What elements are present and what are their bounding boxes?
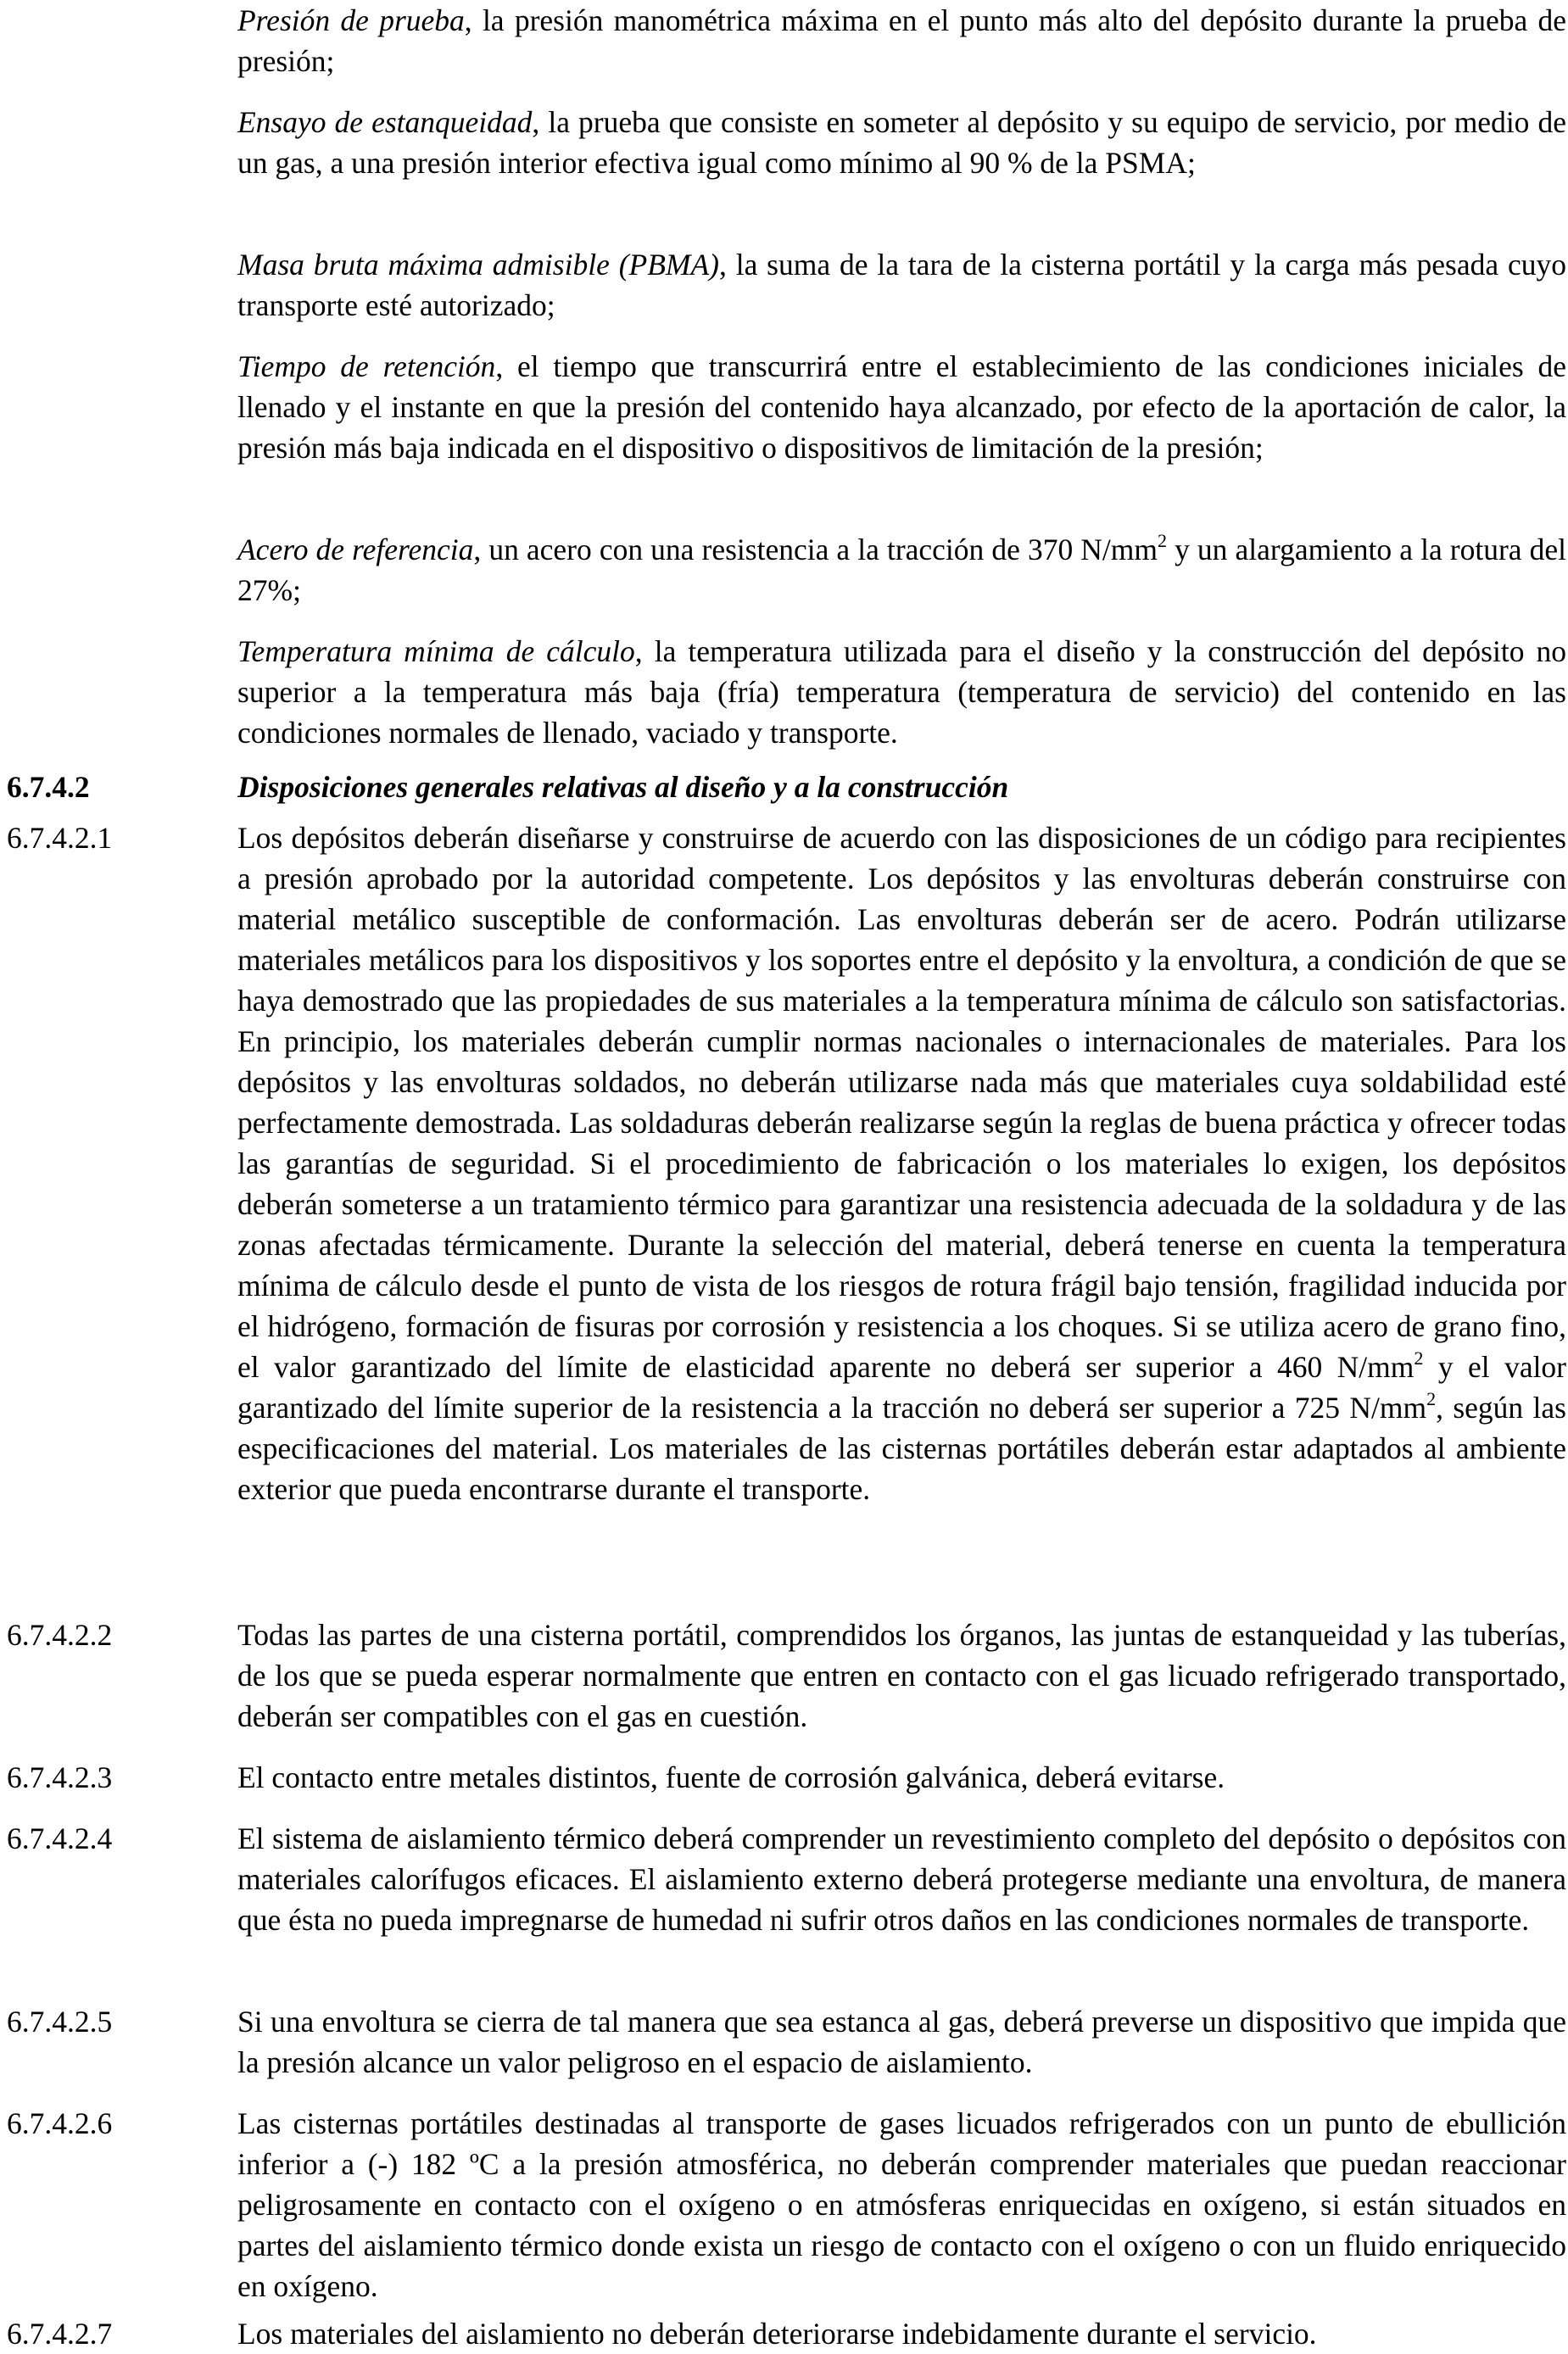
definition-term: Presión de prueba <box>237 3 465 37</box>
paragraph-number: 6.7.4.2.7 <box>7 2317 113 2351</box>
definition-text: , la prueba que consiste en someter al depósito y su equipo de servicio, por medio de un gas, a una presión interior efectiva igual como mínimo al 90 % de la PSMA; <box>237 105 1566 180</box>
paragraph-number: 6.7.4.2.1 <box>7 821 113 855</box>
paragraph-text: Todas las partes de una cisterna portátil, comprendidos los órganos, las juntas de estanqueidad y las tuberías, de los que se pueda esperar normalmente que entren en contacto con el gas licuado refrigerado transportado, deberán ser compatibles con el gas en cuestión. <box>237 1618 1566 1733</box>
paragraph-text: El sistema de aislamiento térmico deberá comprender un revestimiento completo del depósito o depósitos con materiales calorífugos eficaces. El aislamiento externo deberá protegerse mediante una envoltura, de manera que ésta no pueda impregnarse de humedad ni sufrir otros daños en las condiciones normales de transporte. <box>237 1821 1566 1937</box>
definition-text: y un alargamiento a la rotura del 27%; <box>237 533 1567 607</box>
definition-text: , un acero con una resistencia a la tracción de 370 N/mm <box>473 533 1158 566</box>
paragraph-number: 6.7.4.2.6 <box>7 2106 113 2140</box>
paragraph-text: Si una envoltura se cierra de tal manera que sea estanca al gas, deberá preverse un dispositivo que impida que la presión alcance un valor peligroso en el espacio de aislamiento. <box>237 2005 1566 2079</box>
definition-term: Tiempo de retención <box>237 349 496 383</box>
section-number: 6.7.4.2 <box>7 770 90 804</box>
paragraph-number: 6.7.4.2.3 <box>7 1760 113 1794</box>
definition-term: Acero de referencia <box>237 533 474 566</box>
definition-max-gross-mass <box>237 244 1568 326</box>
definition-reference-steel <box>237 529 1568 611</box>
definition-term: Ensayo de estanqueidad <box>237 105 533 139</box>
paragraph-number: 6.7.4.2.2 <box>7 1618 113 1652</box>
section-title: Disposiciones generales relativas al diseño y a la construcción <box>237 770 1009 804</box>
definition-text: , la presión manométrica máxima en el punto más alto del depósito durante la prueba de presión; <box>237 3 1566 78</box>
paragraph-text: Los depósitos deberán diseñarse y construirse de acuerdo con las disposiciones de un código para recipientes a presión aprobado por la autoridad competente. Los depósitos y las envolturas deberán construirse con material metálico susceptible de conformación. Las envolturas deberán ser de acero. Podrán utilizarse materiales metálicos para los dispositivos y los soportes entre el depósito y la envoltura, a condición de que se haya demostrado que las propiedades de sus materiales a la temperatura mínima de cálculo son satisfactorias. En principio, los materiales deberán cumplir normas nacionales o internacionales de materiales. Para los depósitos y las envolturas soldados, no deberán utilizarse nada más que materiales cuya soldabilidad esté perfectamente demostrada. Las soldaduras deberán realizarse según la reglas de buena práctica y ofrecer todas las garantías de seguridad. Si el procedimiento de fabricación o los materiales lo exigen, los depósitos deberán someterse a un tratamiento térmico para garantizar una resistencia adecuada de la soldadura y de las zonas afectadas térmicamente. Durante la selección del material, deberá tenerse en cuenta la temperatura mínima de cálculo desde el punto de vista de los riesgos de rotura frágil bajo tensión, fragilidad inducida por el hidrógeno, formación de fisuras por corrosión y resistencia a los choques. Si se utiliza acero de grano fino, el valor garantizado del límite de elasticidad aparente no deberá ser superior a 460 $N/mm^2$ y el valor garantizado del límite superior de la resistencia a la tracción no deberá ser superior a 725 $N/mm^2$, según las especificaciones del material. Los materiales de las cisternas portátiles deberán estar adaptados al ambiente exterior que pueda encontrarse durante el transporte. <box>237 821 1567 1506</box>
definition-leakproofness-test <box>237 102 1568 183</box>
definition-test-pressure <box>237 0 1568 81</box>
definition-text: , el tiempo que transcurrirá entre el establecimiento de las condiciones iniciales de llenado y el instante en que la presión del contenido haya alcanzado, por efecto de la aportación de calor, la presión más baja indicada en el dispositivo o dispositivos de limitación de la presión; <box>237 349 1566 465</box>
paragraph-text: Las cisternas portátiles destinadas al transporte de gases licuados refrigerados con un punto de ebullición inferior a (-) 182 ºC a la presión atmosférica, no deberán comprender materiales que puedan reaccionar peligrosamente en contacto con el oxígeno o en atmósferas enriquecidas en oxígeno, si están situados en partes del aislamiento térmico donde exista un riesgo de contacto con el oxígeno o con un fluido enriquecido en oxígeno. <box>237 2106 1566 2303</box>
definition-text: , la suma de la tara de la cisterna portátil y la carga más pesada cuyo transporte esté autorizado; <box>237 248 1566 322</box>
definition-min-design-temperature <box>237 631 1568 753</box>
superscript: 2 <box>1414 1347 1424 1369</box>
superscript: 2 <box>1158 530 1168 552</box>
definition-term: Temperatura mínima de cálculo <box>237 634 635 668</box>
definition-term: Masa bruta máxima admisible (PBMA) <box>237 248 719 282</box>
definition-text: , la temperatura utilizada para el diseño y la construcción del depósito no superior a la temperatura más baja (fría) temperatura (temperatura de servicio) del contenido en las condiciones normales de llenado, vaciado y transporte. <box>237 634 1566 750</box>
paragraph-text: Los materiales del aislamiento no deberán deteriorarse indebidamente durante el servicio. <box>237 2317 1317 2351</box>
paragraph-number: 6.7.4.2.5 <box>7 2005 113 2039</box>
paragraph-number: 6.7.4.2.4 <box>7 1821 113 1855</box>
superscript: 2 <box>1426 1388 1437 1410</box>
definition-holding-time <box>237 346 1568 468</box>
paragraph-text: El contacto entre metales distintos, fuente de corrosión galvánica, deberá evitarse. <box>237 1760 1225 1794</box>
